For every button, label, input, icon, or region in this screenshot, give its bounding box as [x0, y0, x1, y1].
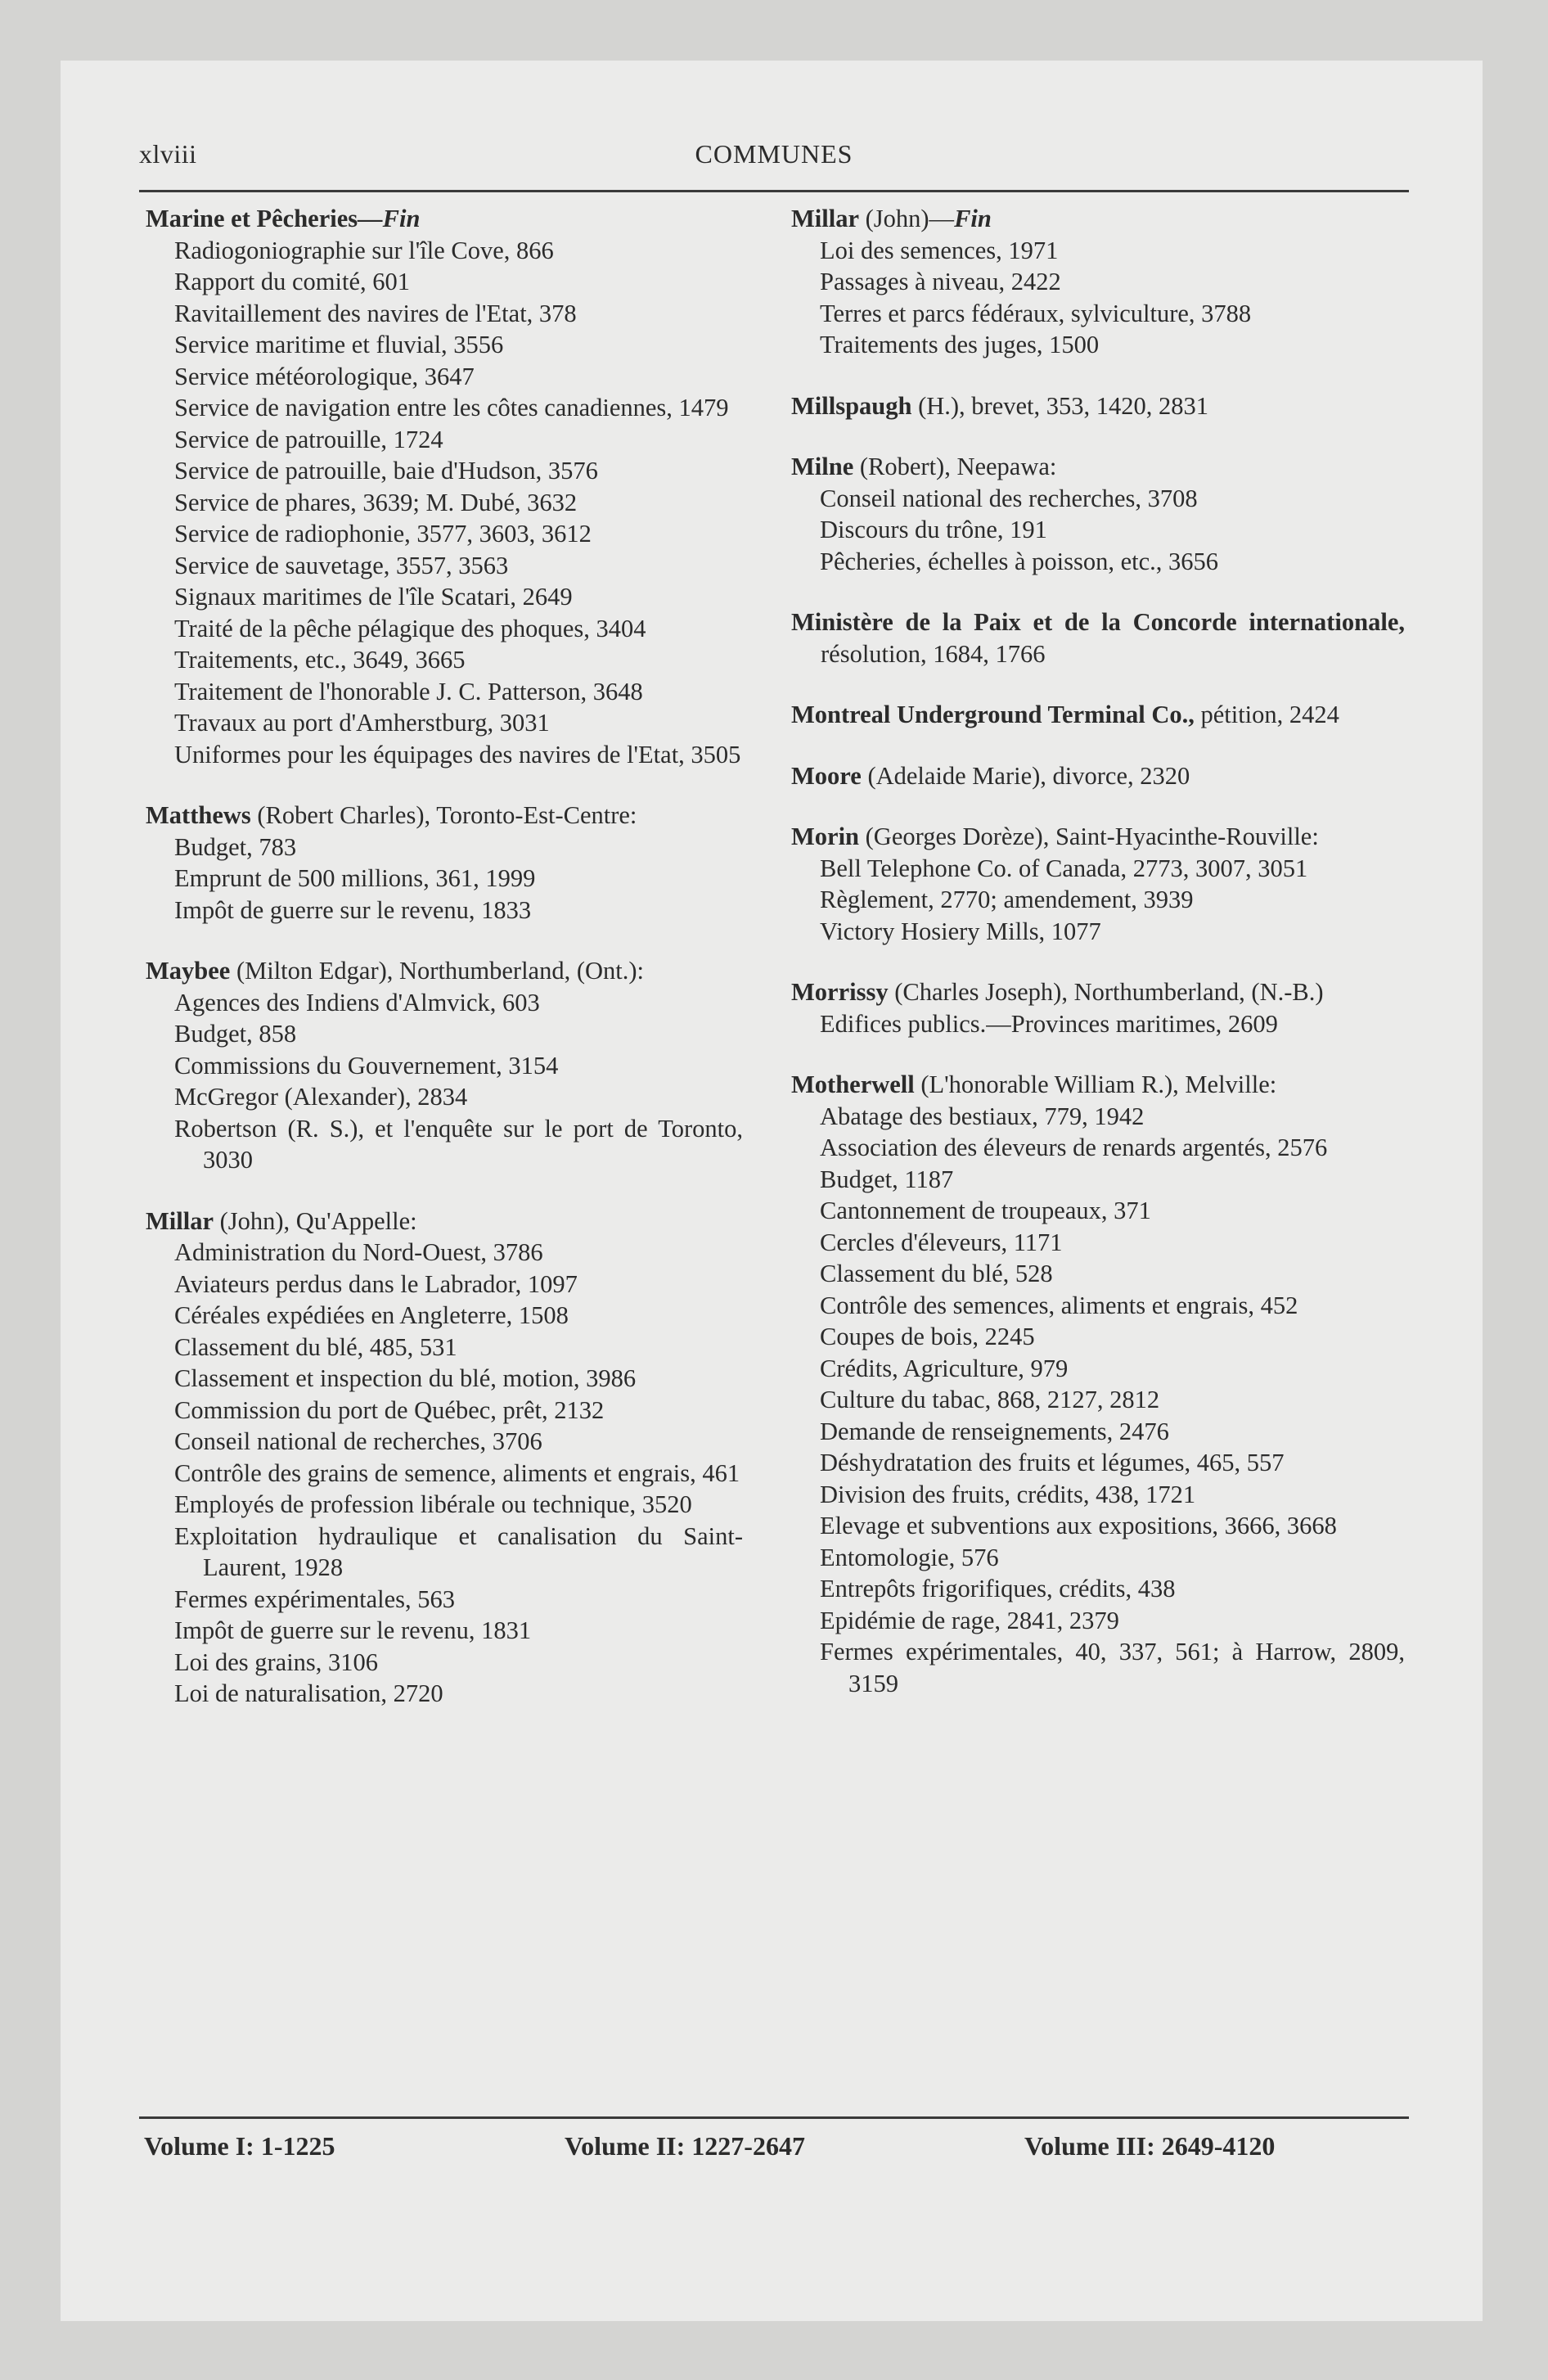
- entry-heading: [146, 800, 743, 832]
- page-number: xlviii: [139, 139, 197, 169]
- entry-name: Marine et Pêcheries: [146, 205, 358, 232]
- entry-descriptor: (Charles Joseph), Northumberland, (N.-B.): [888, 978, 1324, 1006]
- entry-descriptor: (Adelaide Marie), divorce, 2320: [861, 761, 1190, 790]
- entry-descriptor: résolution, 1684, 1766: [821, 639, 1046, 668]
- entry-name: Morrissy: [791, 978, 889, 1006]
- entry-heading: [791, 821, 1405, 853]
- entry-heading: [791, 699, 1405, 731]
- sub-entry: Entomologie, 576: [820, 1543, 999, 1571]
- sub-entry: Commissions du Gouvernement, 3154: [174, 1051, 559, 1080]
- entry-name: Millar: [791, 205, 859, 232]
- sub-entry: Radiogoniographie sur l'île Cove, 866: [174, 236, 554, 264]
- sub-entry: Entrepôts frigorifiques, crédits, 438: [820, 1575, 1176, 1602]
- entry-descriptor: (Milton Edgar), Northumberland, (Ont.):: [230, 957, 645, 985]
- entry-heading: [146, 955, 743, 987]
- sub-entry: Fermes expérimentales, 40, 337, 561; à Harrow, 2809, 3159: [820, 1638, 1405, 1697]
- sub-entry: Contrôle des semences, aliments et engrais, 452: [820, 1291, 1298, 1319]
- sub-entry: Agences des Indiens d'Almvick, 603: [174, 988, 540, 1016]
- sub-entry: Service météorologique, 3647: [174, 362, 475, 390]
- sub-entry: Edifices publics.—Provinces maritimes, 2609: [820, 1009, 1278, 1038]
- sub-entry: Demande de renseignements, 2476: [820, 1417, 1169, 1445]
- sub-entry: Passages à niveau, 2422: [820, 268, 1061, 295]
- sub-entry: Budget, 1187: [820, 1165, 954, 1193]
- index-entry: [146, 203, 743, 770]
- sub-entry: Conseil national des recherches, 3708: [820, 484, 1198, 512]
- sub-entry: Discours du trône, 191: [820, 516, 1047, 543]
- sub-entry: Aviateurs perdus dans le Labrador, 1097: [174, 1269, 578, 1298]
- entry-descriptor: (John)—: [859, 205, 955, 232]
- sub-entry: Classement du blé, 528: [820, 1260, 1053, 1287]
- sub-entry: Commission du port de Québec, prêt, 2132: [174, 1395, 605, 1424]
- left-column: [146, 203, 743, 1739]
- sub-entry: Règlement, 2770; amendement, 3939: [820, 886, 1194, 913]
- entry-name: Motherwell: [791, 1071, 915, 1098]
- entry-name: Milne: [791, 453, 854, 480]
- sub-entry: Crédits, Agriculture, 979: [820, 1354, 1069, 1382]
- entry-descriptor: —Fin: [358, 205, 421, 232]
- entry-heading: [146, 1206, 743, 1237]
- sub-entry: Cercles d'éleveurs, 1171: [820, 1228, 1063, 1256]
- entry-name: Millspaugh: [791, 391, 912, 420]
- sub-entry: Impôt de guerre sur le revenu, 1831: [174, 1616, 532, 1644]
- entry-descriptor: (H.), brevet, 353, 1420, 2831: [911, 391, 1209, 420]
- sub-entry: Fermes expérimentales, 563: [174, 1584, 456, 1613]
- index-entry: [146, 800, 743, 926]
- sub-entry: Rapport du comité, 601: [174, 268, 411, 295]
- sub-entry: Service de radiophonie, 3577, 3603, 3612: [174, 520, 592, 548]
- sub-entry: Service de sauvetage, 3557, 3563: [174, 551, 509, 579]
- sub-entry: Pêcheries, échelles à poisson, etc., 3656: [820, 547, 1219, 575]
- sub-entry: Loi de naturalisation, 2720: [174, 1679, 443, 1707]
- index-entry: [146, 1206, 743, 1710]
- index-entry: [791, 976, 1405, 1039]
- sub-entry: Déshydratation des fruits et légumes, 465, 557: [820, 1449, 1285, 1476]
- entry-descriptor: (L'honorable William R.), Melville:: [914, 1071, 1277, 1098]
- right-column: [791, 203, 1405, 1729]
- entry-heading: [791, 760, 1405, 792]
- sub-entry: Contrôle des grains de semence, aliments et engrais, 461: [174, 1458, 740, 1487]
- entry-descriptor: (Robert), Neepawa:: [853, 453, 1057, 480]
- sub-entry: Service de navigation entre les côtes canadiennes, 1479: [174, 394, 729, 421]
- sub-entry: Signaux maritimes de l'île Scatari, 2649: [174, 583, 573, 611]
- entry-heading: [791, 606, 1405, 669]
- header-rule: [139, 190, 1409, 192]
- sub-entry: Traitements, etc., 3649, 3665: [174, 646, 466, 674]
- sub-entry: Service de phares, 3639; M. Dubé, 3632: [174, 488, 578, 516]
- volume-1-range: Volume I: 1-1225: [144, 2131, 335, 2161]
- sub-entry: Emprunt de 500 millions, 361, 1999: [174, 864, 536, 892]
- sub-entry: Division des fruits, crédits, 438, 1721: [820, 1480, 1196, 1508]
- sub-entry: Classement et inspection du blé, motion, 3986: [174, 1364, 637, 1392]
- sub-entry: McGregor (Alexander), 2834: [174, 1083, 468, 1111]
- running-header: [139, 139, 1409, 172]
- sub-entry: Classement du blé, 485, 531: [174, 1332, 457, 1361]
- volume-2-range: Volume II: 1227-2647: [565, 2131, 805, 2161]
- sub-entry: Employés de profession libérale ou technique, 3520: [174, 1490, 692, 1518]
- sub-entry: Traitements des juges, 1500: [820, 331, 1100, 358]
- sub-entry: Service de patrouille, 1724: [174, 425, 443, 453]
- sub-entry: Victory Hosiery Mills, 1077: [820, 917, 1101, 945]
- sub-entry: Epidémie de rage, 2841, 2379: [820, 1606, 1119, 1634]
- index-entry: [791, 821, 1405, 947]
- entry-name: Moore: [791, 761, 862, 790]
- volume-3-range: Volume III: 2649-4120: [1024, 2131, 1276, 2161]
- sub-entry: Traité de la pêche pélagique des phoques, 3404: [174, 614, 646, 642]
- index-entry: [791, 203, 1405, 361]
- entry-descriptor: (Georges Dorèze), Saint-Hyacinthe-Rouville:: [859, 823, 1319, 850]
- entry-heading: [791, 1069, 1405, 1101]
- sub-entry: Bell Telephone Co. of Canada, 2773, 3007, 3051: [820, 854, 1308, 882]
- entry-heading: [791, 976, 1405, 1008]
- sub-entry: Conseil national de recherches, 3706: [174, 1427, 542, 1455]
- sub-entry: Budget, 783: [174, 832, 297, 861]
- sub-entry: Ravitaillement des navires de l'Etat, 378: [174, 299, 577, 327]
- sub-entry: Loi des grains, 3106: [174, 1648, 379, 1676]
- entry-name: Morin: [791, 823, 860, 850]
- entry-name: Montreal Underground Terminal Co.,: [791, 701, 1195, 728]
- sub-entry: Robertson (R. S.), et l'enquête sur le port de Toronto, 3030: [174, 1114, 743, 1174]
- index-entry: [791, 390, 1405, 422]
- index-entry: [791, 451, 1405, 577]
- entry-name: Matthews: [146, 801, 251, 829]
- sub-entry: Service de patrouille, baie d'Hudson, 3576: [174, 457, 598, 485]
- entry-heading: [791, 390, 1405, 422]
- sub-entry: Abatage des bestiaux, 779, 1942: [820, 1102, 1145, 1130]
- sub-entry: Exploitation hydraulique et canalisation du Saint-Laurent, 1928: [174, 1521, 743, 1581]
- sub-entry: Cantonnement de troupeaux, 371: [820, 1197, 1151, 1224]
- entry-name: Maybee: [146, 957, 231, 985]
- sub-entry: Uniformes pour les équipages des navires de l'Etat, 3505: [174, 740, 741, 769]
- entry-descriptor-suffix: Fin: [954, 205, 992, 232]
- sub-entry: Administration du Nord-Ouest, 3786: [174, 1238, 543, 1266]
- sub-entry: Loi des semences, 1971: [820, 236, 1059, 264]
- index-entry: [791, 760, 1405, 792]
- sub-entry: Elevage et subventions aux expositions, 3666, 3668: [820, 1512, 1337, 1539]
- index-entry: [146, 955, 743, 1176]
- sub-entry: Coupes de bois, 2245: [820, 1323, 1035, 1350]
- page-title: COMMUNES: [695, 139, 853, 169]
- entry-name: Ministère de la Paix et de la Concorde internationale,: [791, 608, 1405, 636]
- sub-entry: Culture du tabac, 868, 2127, 2812: [820, 1386, 1160, 1413]
- sub-entry: Impôt de guerre sur le revenu, 1833: [174, 895, 532, 924]
- volume-footer: [139, 2131, 1409, 2167]
- sub-entry: Céréales expédiées en Angleterre, 1508: [174, 1301, 569, 1329]
- entry-heading: [791, 451, 1405, 483]
- entry-heading: [791, 203, 1405, 235]
- index-entry: [791, 1069, 1405, 1699]
- entry-name: Millar: [146, 1206, 214, 1235]
- sub-entry: Budget, 858: [174, 1020, 297, 1048]
- sub-entry: Travaux au port d'Amherstburg, 3031: [174, 709, 550, 737]
- entry-descriptor: (John), Qu'Appelle:: [214, 1206, 417, 1235]
- entry-descriptor: (Robert Charles), Toronto-Est-Centre:: [250, 801, 637, 829]
- index-entry: [791, 699, 1405, 731]
- sub-entry: Terres et parcs fédéraux, sylviculture, 3788: [820, 299, 1252, 327]
- index-entry: [791, 606, 1405, 669]
- sub-entry: Service maritime et fluvial, 3556: [174, 331, 504, 358]
- sub-entry: Association des éleveurs de renards argentés, 2576: [820, 1134, 1328, 1161]
- footer-rule: [139, 2116, 1409, 2119]
- entry-heading: [146, 203, 743, 235]
- sub-entry: Traitement de l'honorable J. C. Patterson, 3648: [174, 677, 643, 705]
- entry-descriptor: pétition, 2424: [1194, 701, 1339, 728]
